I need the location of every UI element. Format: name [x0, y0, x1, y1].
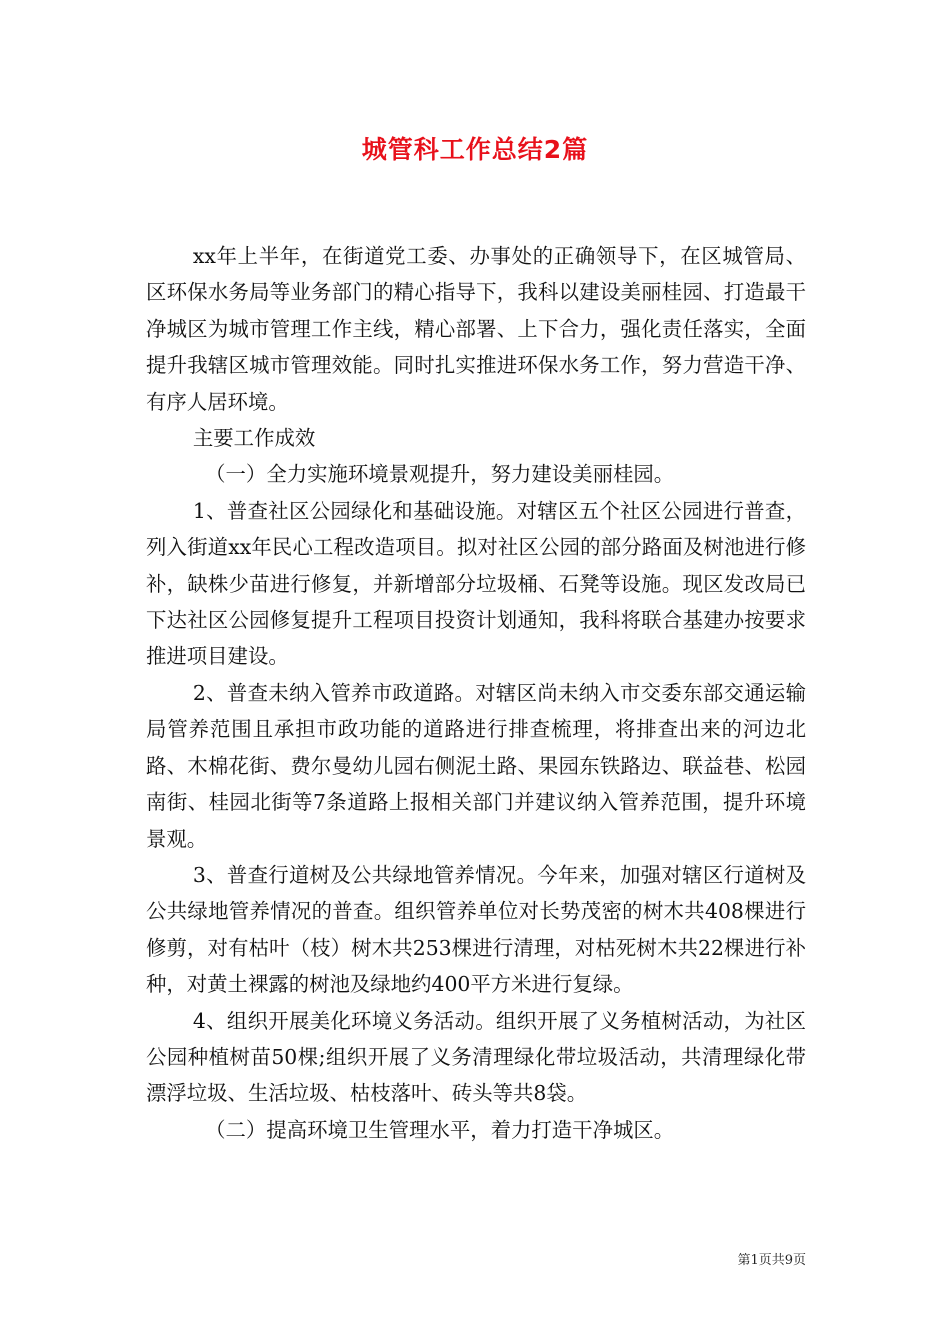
document-body [146, 238, 806, 1148]
paragraph-item-3: 3、普查行道树及公共绿地管养情况。今年来，加强对辖区行道树及公共绿地管养情况的普查。组织管养单位对长势茂密的树木共408棵进行修剪，对有枯叶（枝）树木共253棵进行清理，对枯死树木共22棵进行补种，对黄土裸露的树池及绿地约400平方米进行复绿。 [146, 862, 806, 997]
paragraph-item-1: 1、普查社区公园绿化和基础设施。对辖区五个社区公园进行普查，列入街道xx年民心工程改造项目。拟对社区公园的部分路面及树池进行修补，缺株少苗进行修复，并新增部分垃圾桶、石凳等设施。现区发改局已下达社区公园修复提升工程项目投资计划通知，我科将联合基建办按要求推进项目建设。 [146, 498, 806, 669]
document-title: 城管科工作总结2篇 [361, 135, 589, 164]
paragraph-item-4: 4、组织开展美化环境义务活动。组织开展了义务植树活动，为社区公园种植树苗50棵;组织开展了义务清理绿化带垃圾活动，共清理绿化带漂浮垃圾、生活垃圾、枯枝落叶、砖头等共8袋。 [146, 1008, 806, 1106]
page-number-footer: 第1页共9页 [737, 1253, 806, 1268]
subsection-heading-1: （一）全力实施环境景观提升，努力建设美丽桂园。 [205, 462, 675, 487]
paragraph-item-2: 2、普查未纳入管养市政道路。对辖区尚未纳入市交委东部交通运输局管养范围且承担市政功能的道路进行排查梳理，将排查出来的河边北路、木棉花街、费尔曼幼儿园右侧泥土路、果园东铁路边、联益巷、松园南街、桂园北街等7条道路上报相关部门并建议纳入管养范围，提升环境景观。 [146, 680, 806, 851]
paragraph-intro: xx年上半年，在街道党工委、办事处的正确领导下，在区城管局、区环保水务局等业务部门的精心指导下，我科以建设美丽桂园、打造最干净城区为城市管理工作主线，精心部署、上下合力，强化责任落实，全面提升我辖区城市管理效能。同时扎实推进环保水务工作，努力营造干净、有序人居环境。 [146, 244, 806, 414]
section-heading-main-results: 主要工作成效 [192, 426, 316, 451]
subsection-heading-2: （二）提高环境卫生管理水平，着力打造干净城区。 [205, 1117, 675, 1142]
